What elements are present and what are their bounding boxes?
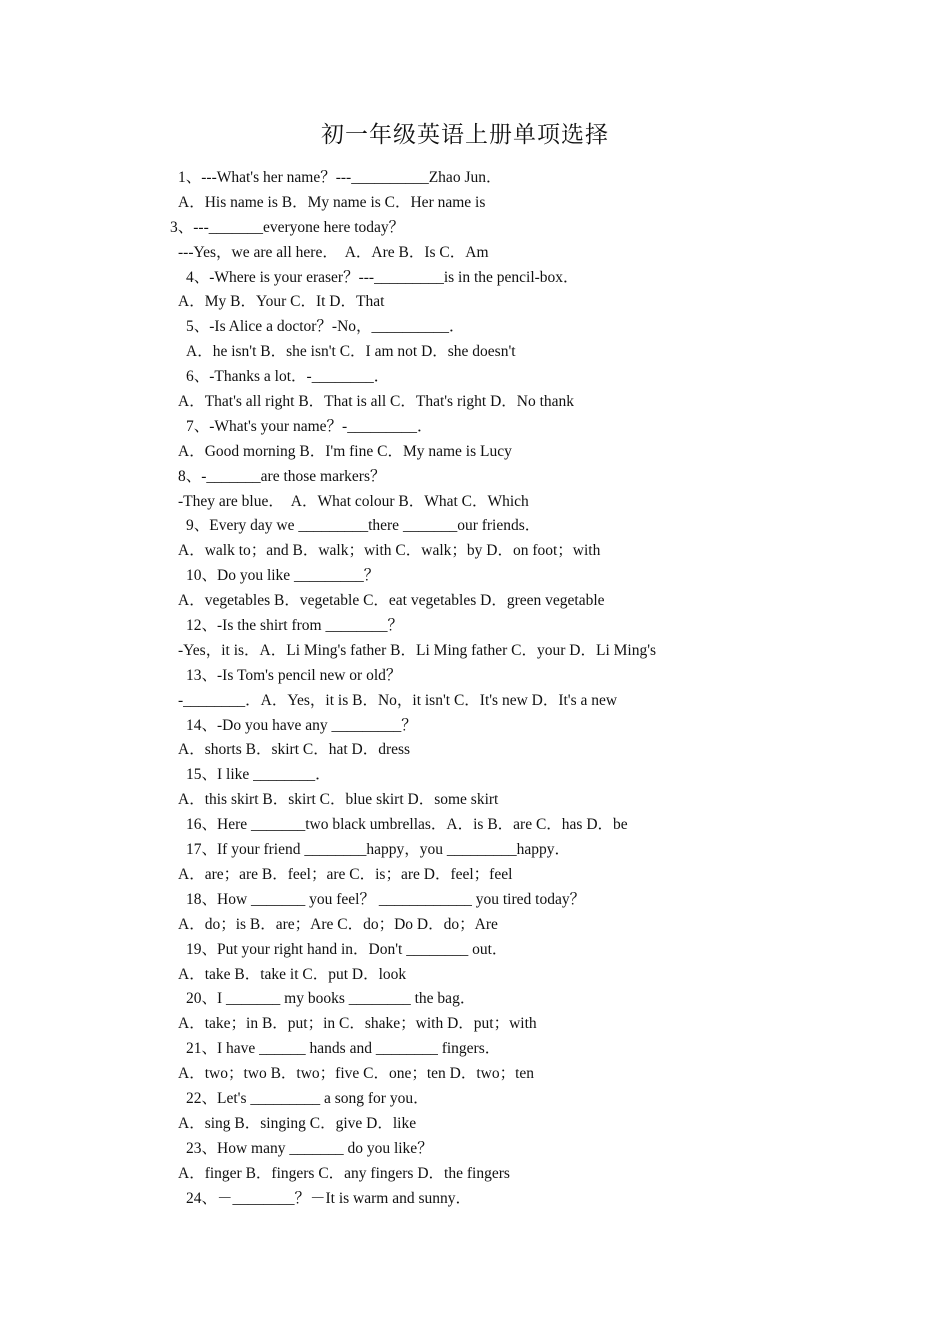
text-line: -They are blue． A．What colour B．What C．Which xyxy=(178,492,529,510)
text-line: A．vegetables B．vegetable C．eat vegetables D．green vegetable xyxy=(178,592,605,610)
text-line: 16、Here _______two black umbrellas．A．is B．are C．has D．be xyxy=(186,816,628,834)
text-line: 20、I _______ my books ________ the bag． xyxy=(186,990,476,1008)
text-line: A．are；are B．feel；are C．is；are D．feel；feel xyxy=(178,865,513,883)
text-line: -Yes，it is．A．Li Ming's father B．Li Ming father C．your D．Li Ming's xyxy=(178,641,657,659)
text-line: ---Yes，we are all here． A．Are B．Is C．Am xyxy=(178,243,489,261)
text-line: 7、-What's your name？-_________． xyxy=(186,417,433,435)
text-line: A．finger B．fingers C．any fingers D．the fingers xyxy=(178,1164,510,1182)
text-line: 6、-Thanks a lot．-________． xyxy=(186,368,390,386)
text-line: 13、-Is Tom's pencil new or old？ xyxy=(186,666,402,684)
text-line: 14、-Do you have any _________？ xyxy=(186,716,417,734)
text-line: A．walk to；and B．walk；with C．walk；by D．on foot；with xyxy=(178,542,601,560)
text-line: 17、If your friend ________happy，you _________happy． xyxy=(186,841,571,859)
text-line: 9、Every day we _________there _______our friends． xyxy=(186,517,541,535)
text-line: 12、-Is the shirt from ________？ xyxy=(186,617,403,635)
text-line: 22、Let's _________ a song for you． xyxy=(186,1089,429,1107)
text-line: 23、How many _______ do you like？ xyxy=(186,1139,433,1157)
text-line: 1、---What's her name？---__________Zhao Jun． xyxy=(178,169,502,186)
text-line: A．do；is B．are；Are C．do；Do D．do；Are xyxy=(178,915,498,933)
text-line: 4、-Where is your eraser？---_________is in the pencil-box． xyxy=(186,268,579,286)
text-line: 15、I like ________． xyxy=(186,766,331,784)
text-line: 3、---_______everyone here today？ xyxy=(170,218,405,236)
question-list xyxy=(0,166,950,1211)
text-line: A．My B．Your C．It D．That xyxy=(178,293,385,311)
text-line: A．That's all right B．That is all C．That's right D．No thank xyxy=(178,393,575,411)
text-line: 24、－________？－It is warm and sunny． xyxy=(186,1189,472,1207)
text-line: 18、How _______ you feel？ ____________ you tired today？ xyxy=(186,890,586,908)
text-line: 21、I have ______ hands and ________ fingers． xyxy=(186,1040,501,1058)
text-line: 5、-Is Alice a doctor？-No，__________． xyxy=(186,318,465,336)
text-line: A．His name is B．My name is C．Her name is xyxy=(178,193,486,211)
text-line: -________．A．Yes，it is B．No，it isn't C．It's new D．It's a new xyxy=(178,691,618,709)
text-line: A．this skirt B．skirt C．blue skirt D．some skirt xyxy=(178,791,499,809)
text-line: A．take B．take it C．put D．look xyxy=(178,965,407,983)
text-line: 8、-_______are those markers？ xyxy=(178,467,386,485)
text-line: A．he isn't B．she isn't C．I am not D．she doesn't xyxy=(186,343,516,361)
text-line: A．sing B．singing C．give D．like xyxy=(178,1114,417,1132)
document-title: 初一年级英语上册单项选择 xyxy=(321,122,609,148)
text-line: 10、Do you like _________？ xyxy=(186,567,380,585)
text-line: A．Good morning B．I'm fine C．My name is Lucy xyxy=(178,442,512,460)
text-line: 19、Put your right hand in．Don't ________ out． xyxy=(186,940,508,958)
text-line: A．two；two B．two；five C．one；ten D．two；ten xyxy=(178,1065,535,1083)
text-line: A．take；in B．put；in C．shake；with D．put；with xyxy=(178,1015,537,1033)
text-line: A．shorts B．skirt C．hat D．dress xyxy=(178,741,411,759)
